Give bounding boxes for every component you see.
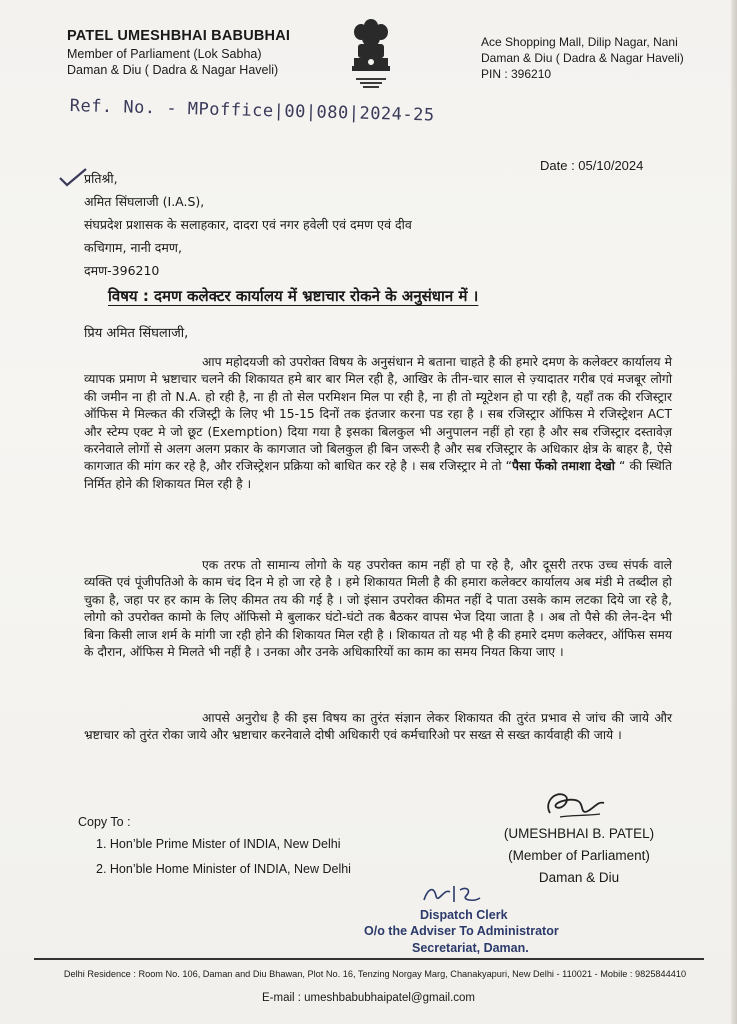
body-paragraph-2 [84,557,672,661]
paragraph-1-emphasis: पैसा फेंको तमाशा देखो [512,459,615,474]
paragraph-1-text: आप महोदयजी को उपरोक्त विषय के अनुसंधान मे बताना चाहते है की हमारे दमण के कलेक्टर कार्यालय मे व्यापक प्रमाण मे भ्रष्टाचार चलने की शिकायत हमे बार बार मिल रही है, आखिर के तीन-चार साल से ज़्यादातर गरीब एवं मजबूर लोगो की जमीन ना ही तो N.A. हो रही है, ना ही तो सेल परमिशन मिल पा रही है, ना ही तो म्यूटेशन हो पा रही है, यहाँ तक की रजिस्ट्रार ऑफिस मे मिल्कत की रजिस्ट्री के लिए भी 15-15 दिनों तक इंतजार करना पड रहा है । सब रजिस्ट्रार ऑफिस मे रजिस्ट्रेशन ACT और स्टेम्प एक्ट मे जो छूट (Exemption) दिया गया है इसका बिलकुल भी अनुपालन नहीं हो रहा है और सब रजिस्ट्रार दस्तावेज़ करनेवाले लोगों से अलग अलग प्रकार के कागजात जो बिलकुल ही बिन जरूरी है और सब रजिस्ट्रार के अधिकार क्षेत्र के बाहर है, ऐसे कागजात की मांग कर रहे है, और रजिस्ट्रेशन प्रक्रिया को बाधित कर रहे है । सब रजिस्ट्रार मे तो “ [84,355,672,474]
body-paragraph-3 [84,710,672,745]
signatory-name: (UMESHBHAI B. PATEL) [503,826,655,841]
paragraph-1-end: “ की स्थिति निर्मित होने की शिकायत मिल रही है । [84,459,672,491]
recipient-area: कचिगाम, नानी दमण, [84,240,182,255]
address-pin: PIN : 396210 [481,67,552,81]
signatory-title: (Member of Parliament) [508,848,650,863]
footer-divider [34,958,704,960]
letter-date: Date : 05/10/2024 [540,158,644,173]
sender-address [481,34,731,82]
copy-to-item-2: 2. Hon’ble Home Minister of INDIA, New Delhi [96,862,351,876]
recipient-designation: संघप्रदेश प्रशासक के सलाहकार, दादरा एवं नगर हवेली एवं दमण एवं दीव [84,217,412,232]
reference-number: Ref. No. - MPoffice|00|080|2024-25 [69,96,435,126]
signatory-place: Daman & Diu [538,870,620,885]
copy-to-heading: Copy To : [78,815,131,829]
address-line-1: Ace Shopping Mall, Dilip Nagar, Nani [481,35,678,49]
stamp-line-2: O/o the Adviser To Administrator [364,924,559,938]
signature-icon [540,785,610,825]
national-emblem-icon [348,16,394,94]
footer-residence: Delhi Residence : Room No. 106, Daman and Diu Bhawan, Plot No. 16, Tenzing Norgay Marg, Chanakyapuri, New Delhi - 110021 - Mobile : 9825844410 [63,969,687,979]
stamp-initials-icon [418,882,488,906]
paragraph-2-text: एक तरफ तो सामान्य लोगो के यह उपरोक्त काम नहीं हो पा रहे है, और दूसरी तरफ उच्च संपर्क वाले व्यक्ति एवं पूंजीपतिओ के काम चंद दिन मे हो जा रहे है । हमे शिकायत मिली है की हमारा कलेक्टर कार्यालय अब मंडी मे तब्दील हो चुका है, जहा पर हर काम के लिए कीमत तय की गई है । जो इंसान उपरोक्त कीमत नहीं दे पाता उसके काम लटका दिये जा रहे है, लोगो को उपरोक्त कामो के लिए ऑफिसो मे बुलाकर घंटो-घंटो तक बैठकर वापस भेज दिया जाता है । अब तो पैसे की लेन-देन भी बिना किसी लाज शर्म के मांगी जा रही होने की शिकायत मिल रही है । शिकायत तो यह भी है की हमारे दमण कलेक्टर, ऑफिस समय के दौरान, ऑफिस मे मिलते भी नहीं है । उनका और उनके अधिकारियों का काम का समय नियत किया जाए । [84,558,672,660]
stamp-line-3: Secretariat, Daman. [412,941,529,955]
recipient-name: अमित सिंघलाजी (I.A.S), [84,194,205,209]
sender-role: Member of Parliament (Lok Sabha) [67,47,262,61]
sender-name: PATEL UMESHBHAI BABUBHAI [67,28,291,44]
body-paragraph-1 [84,354,672,493]
sender-constituency: Daman & Diu ( Dadra & Nagar Haveli) [67,63,279,77]
stamp-line-1: Dispatch Clerk [420,908,508,922]
letter-greeting: प्रिय अमित सिंघलाजी, [84,326,189,341]
paper-edge-shadow [731,0,737,1024]
footer-email: E-mail : umeshbabubhaipatel@gmail.com [261,992,476,1004]
signature-block [494,823,664,889]
recipient-pin: दमण-396210 [84,263,160,278]
recipient-salutation: प्रतिश्री, [84,171,118,186]
copy-to-item-1: 1. Hon’ble Prime Mister of INDIA, New Delhi [96,837,341,851]
letter-subject: विषय : दमण कलेक्टर कार्यालय में भ्रष्टाचार रोकने के अनुसंधान में । [108,287,479,305]
paragraph-3-text: आपसे अनुरोध है की इस विषय का तुरंत संज्ञान लेकर शिकायत की तुरंत प्रभाव से जांच की जाये और भ्रष्टाचार को तुरंत रोका जाये और भ्रष्टाचार करनेवाले दोषी अधिकारी एवं कर्मचारिओ पर सख्त से सख्त कार्यवाही की जाये । [84,711,672,743]
address-line-2: Daman & Diu ( Dadra & Nagar Haveli) [481,51,684,65]
